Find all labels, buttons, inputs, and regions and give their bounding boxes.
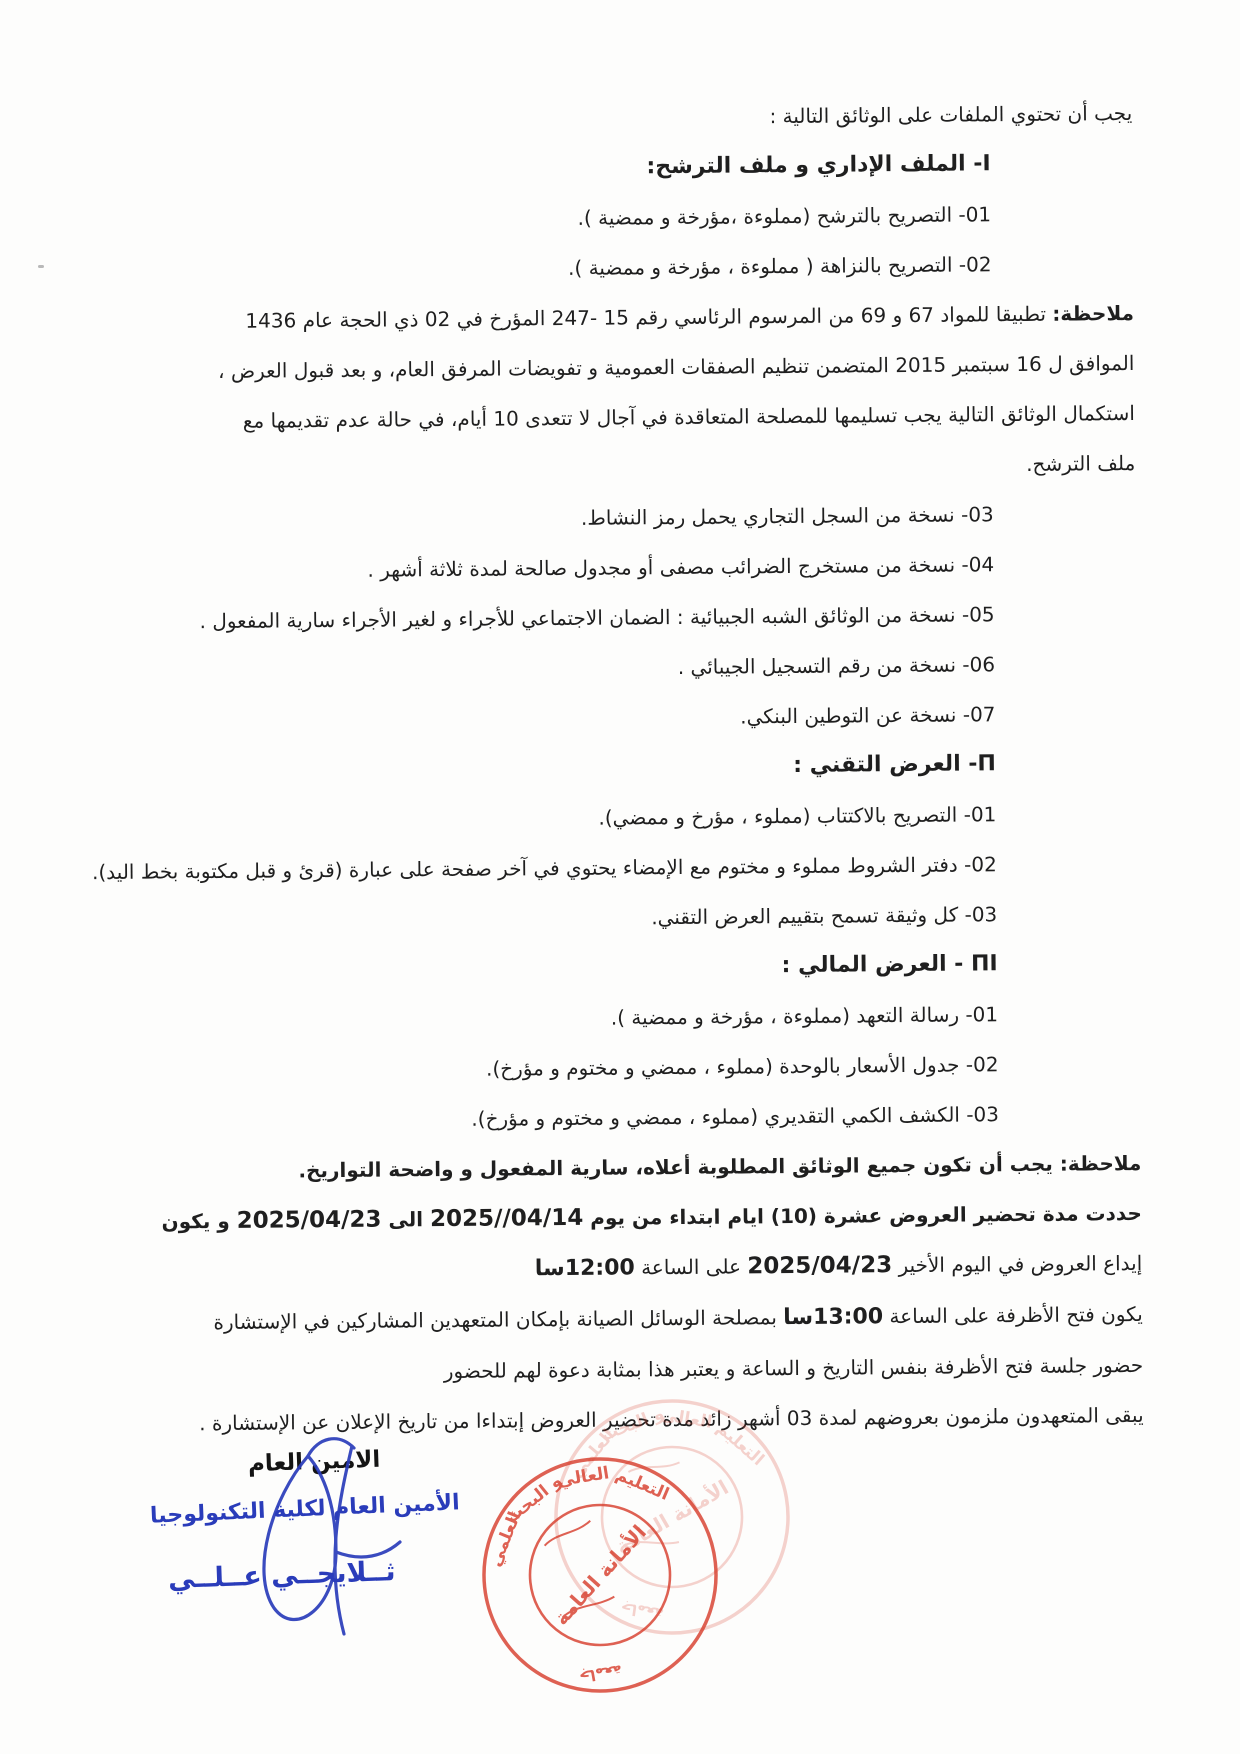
submission-text-2: على الساعة [641, 1254, 742, 1280]
list-item-admin-06: 06- نسخة من رقم التسجيل الجيبائي . [677, 652, 996, 679]
deadline-end-date: 2025/04/23 [236, 1206, 382, 1234]
stamp-ring-word: العلمي [485, 1509, 526, 1570]
submission-text-1: إيداع العروض في اليوم الأخير [898, 1250, 1143, 1278]
stamp-ring-word: العالي [556, 1463, 611, 1492]
deadline-start-date: 2025//04/14 [429, 1204, 584, 1233]
scan-speck [38, 265, 44, 268]
list-item-tech-01: 01- التصريح بالاكتتاب (مملوء ، مؤرخ و ممضي). [598, 802, 997, 830]
stamp-inner-text: الأمانة العامة [548, 1520, 652, 1630]
stamp-squiggle-2 [563, 1597, 616, 1616]
note-line-3: استكمال الوثائق التالية يجب تسليمها للمصلحة المتعاقدة في آجال لا تتعدى 10 أيام، في حالة عدم تقديمها مع [242, 400, 1135, 433]
validity-line: يبقى المتعهدون ملزمون بعروضهم لمدة 03 أشهر زائد مدة تحضير العروض إبتداءا من تاريخ الإعلان عن الإستشارة . [199, 1402, 1144, 1436]
opening-text-1: يكون فتح الأظرفة على الساعة [889, 1301, 1143, 1329]
signatory-title: الامين العام [247, 1446, 381, 1478]
opening-time: 13:00سا [783, 1304, 884, 1331]
list-item-fin-02: 02- جدول الأسعار بالوحدة (مملوء ، ممضي و مختوم و مؤرخ). [485, 1052, 999, 1081]
list-item-admin-01: 01- التصريح بالترشح (مملوءة ،مؤرخة و ممضية ). [577, 202, 992, 230]
list-item-admin-07: 07- نسخة عن التوطين البنكي. [740, 702, 996, 729]
official-stamp [473, 1448, 728, 1703]
note-label: ملاحظة: [1052, 300, 1135, 326]
signatory-name: ثــلايجــي عــلــي [167, 1556, 397, 1595]
section-admin-heading: I- الملف الإداري و ملف الترشح: [646, 151, 991, 180]
deadline-line [118, 1188, 1142, 1247]
list-item-admin-03: 03- نسخة من السجل التجاري يحمل رمز النشاط. [580, 502, 994, 530]
submission-date: 2025/04/23 [747, 1252, 893, 1280]
note-line-1 [110, 288, 1134, 347]
stamp-ring-word: و البحث [502, 1470, 566, 1528]
list-item-fin-01: 01- رسالة التعهد (مملوءة ، مؤرخة و ممضية ). [610, 1002, 999, 1030]
note-text: تطبيقا للمواد 67 و 69 من المرسوم الرئاسي رقم 15 -247 المؤرخ في 02 ذي الحجة عام 1436 [245, 301, 1047, 333]
list-item-tech-02: 02- دفتر الشروط مملوء و مختوم مع الإمضاء يحتوي في آخر صفحة على عبارة (قرئ و قبل مكتوبة بخط اليد). [91, 852, 997, 885]
section-technical-heading: Π- العرض التقني : [793, 751, 997, 778]
section-financial-heading: ΠI - العرض المالي : [781, 951, 998, 979]
deadline-text-1: حددت مدة تحضير العروض عشرة (10) ايام ابتداء من يوم [590, 1200, 1142, 1230]
note-line-4: ملف الترشح. [1026, 450, 1136, 476]
list-item-tech-03: 03- كل وثيقة تسمح بتقييم العرض التقني. [651, 902, 998, 930]
deadline-text-3: و يكون [161, 1208, 230, 1234]
closing-note: ملاحظة: يجب أن تكون جميع الوثائق المطلوبة أعلاه، سارية المفعول و واضحة التواريخ. [298, 1150, 1142, 1183]
note-line-2: الموافق ل 16 سبتمبر 2015 المتضمن تنظيم الصفقات العمومية و تفويضات المرفق العام، و بعد قبول العرض ، [217, 350, 1135, 383]
opening-text-2: بمصلحة الوسائل الصيانة بإمكان المتعهدين المشاركين في الإستشارة [213, 1305, 777, 1335]
list-item-admin-05: 05- نسخة من الوثائق الشبه الجبيائية : الضمان الاجتماعي للأجراء و لغير الأجراء سارية المفعول . [199, 602, 995, 634]
document-body [91, 88, 1144, 1449]
stamp-bottom-word: جامعة [577, 1660, 624, 1687]
list-item-fin-03: 03- الكشف الكمي التقديري (مملوء ، ممضي و مختوم و مؤرخ). [471, 1102, 1000, 1131]
signature-stroke-flourish [336, 1542, 400, 1557]
deadline-text-2: الى [388, 1207, 424, 1232]
intro-line: يجب أن تحتوي الملفات على الوثائق التالية : [769, 100, 1133, 129]
list-item-admin-02: 02- التصريح بالنزاهة ( مملوءة ، مؤرخة و ممضية ). [568, 252, 992, 280]
signatory-role-stamp-text: الأمين العام لكلية التكنولوجيا [149, 1490, 461, 1529]
stamp-ring-word: التعليم [612, 1464, 672, 1505]
signature-stroke-loop [264, 1456, 336, 1620]
list-item-admin-04: 04- نسخة من مستخرج الضرائب مصفى أو مجدول صالحة لمدة ثلاثة أشهر . [367, 552, 995, 582]
opening-line-2: حضور جلسة فتح الأظرفة بنفس التاريخ و الساعة و يعتبر هذا بمثابة دعوة لهم للحضور [443, 1352, 1144, 1384]
opening-line-1 [119, 1289, 1143, 1349]
stamp-inner-ring [523, 1498, 677, 1652]
submission-time: 12:00سا [534, 1255, 635, 1282]
stamp-outer-ring [473, 1448, 728, 1703]
stamp-squiggle-1 [543, 1521, 593, 1546]
submission-line [118, 1238, 1142, 1298]
